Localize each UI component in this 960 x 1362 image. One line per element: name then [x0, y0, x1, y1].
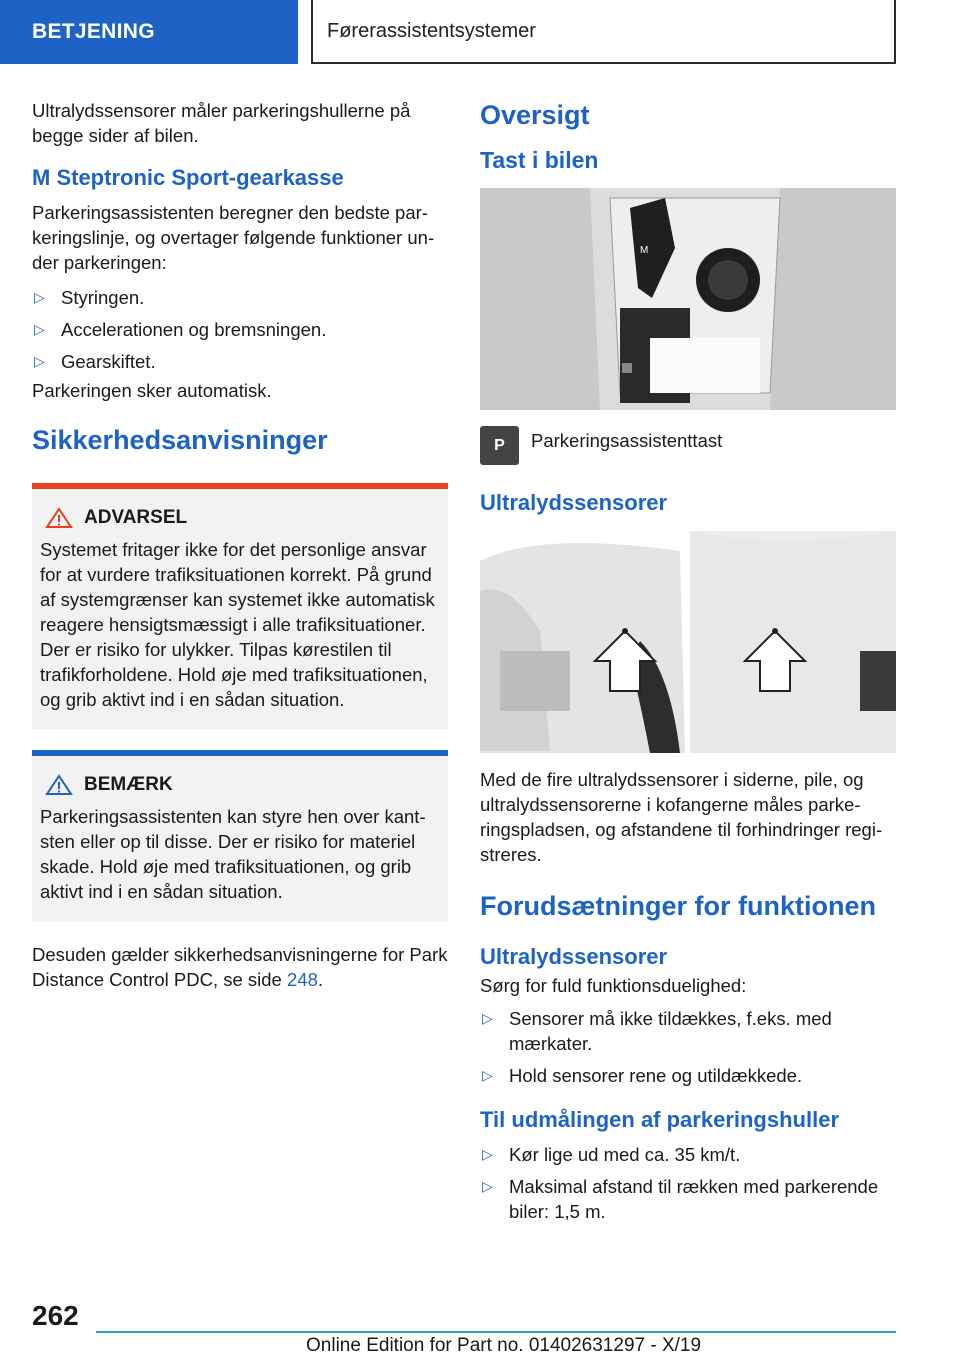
list-item: ▷ Styringen.	[34, 287, 145, 308]
sensor-illustration	[480, 531, 896, 753]
footer-edition: Online Edition for Part no. 01402631297 - X/19	[306, 1335, 702, 1356]
section-label: BETJENING	[32, 20, 155, 43]
page-link[interactable]: 248	[287, 969, 318, 990]
parking-assistant-button-icon: P	[480, 426, 519, 465]
list-item: ▷ Gearskiftet.	[34, 351, 156, 372]
auto-text: Parkeringen sker automatisk.	[32, 380, 272, 401]
steptronic-list	[32, 285, 448, 374]
left-column	[32, 98, 448, 1004]
steptronic-text: Parkeringsassistenten beregner den bedste parkeringslinje, og overtager følgende funktioner under parkeringen:	[32, 202, 435, 273]
triangle-bullet-icon: ▷	[34, 321, 45, 337]
triangle-bullet-icon: ▷	[482, 1178, 493, 1194]
button-caption: Parkeringsassistenttast	[531, 430, 723, 451]
safety-heading: Sikkerhedsanvisninger	[32, 425, 328, 455]
triangle-bullet-icon: ▷	[34, 289, 45, 305]
list-item: ▷ Accelerationen og bremsningen.	[34, 319, 327, 340]
measure-list	[480, 1142, 896, 1224]
button-caption-row	[480, 426, 896, 465]
svg-text:M: M	[640, 245, 649, 256]
list-item: ▷ Sensorer må ikke tildækkes, f.eks. med mærkater.	[482, 1008, 832, 1054]
chapter-label: Førerassistentsystemer	[327, 19, 536, 42]
notice-box	[32, 750, 448, 922]
prereq-list	[480, 1006, 896, 1088]
chapter-header	[311, 0, 896, 64]
triangle-bullet-icon: ▷	[482, 1067, 493, 1083]
section-tab	[0, 0, 298, 64]
notice-triangle-icon	[44, 774, 74, 796]
notice-title: BEMÆRK	[40, 774, 440, 796]
warning-title: ADVARSEL	[40, 507, 440, 529]
steptronic-heading: M Steptronic Sport-gearkasse	[32, 165, 344, 190]
measure-heading: Til udmålingen af parkeringshuller	[480, 1107, 840, 1132]
warning-triangle-icon	[44, 507, 74, 529]
triangle-bullet-icon: ▷	[482, 1146, 493, 1162]
button-heading: Tast i bilen	[480, 147, 599, 173]
warning-box	[32, 483, 448, 730]
notice-text: Parkeringsassistenten kan styre hen over kantsten eller op til disse. Der er risiko for materiel skade. Hold øje med trafiksituationen, og grib aktivt ind i en sådan situation.	[40, 806, 426, 902]
footer-divider	[96, 1331, 896, 1333]
triangle-bullet-icon: ▷	[34, 353, 45, 369]
overview-heading: Oversigt	[480, 100, 590, 130]
sensors-text: Med de fire ultralydssensorer i siderne, pile, og ultralydssensorerne i kofangerne måles parkeringspladsen, og afstandene til forhindringer registreres.	[480, 769, 883, 865]
closing-text: Desuden gælder sikkerhedsanvisningerne for Park Distance Control PDC, se side 248.	[32, 944, 448, 990]
prereq-heading: Forudsætninger for funktionen	[480, 891, 876, 921]
prereq-subheading: Ultralydssensorer	[480, 944, 668, 969]
warning-text: Systemet fritager ikke for det personlige ansvar for at vurdere trafiksituationen korrekt. På grund af systemgrænser kan systemet ikke automatisk reagere hensigtsmæssigt i alle trafiksituationer. Der er risiko for ulykker. Tilpas kørestilen til trafikforholdene. Hold øje med trafiksituationen, og grib aktivt ind i en sådan situation.	[40, 539, 435, 710]
list-item: ▷ Hold sensorer rene og utildækkede.	[482, 1065, 803, 1086]
list-item: ▷ Maksimal afstand til rækken med parkerende biler: 1,5 m.	[482, 1176, 879, 1222]
page-number: 262	[32, 1300, 79, 1331]
triangle-bullet-icon: ▷	[482, 1010, 493, 1026]
console-photo	[480, 188, 896, 410]
console-illustration	[480, 188, 896, 410]
intro-text: Ultralydssensorer måler parkeringshullerne på begge sider af bilen.	[32, 100, 411, 146]
sensors-heading: Ultralydssensorer	[480, 490, 668, 515]
right-column	[480, 98, 896, 1232]
sensor-photo	[480, 531, 896, 753]
prereq-text: Sørg for fuld funktionsduelighed:	[480, 975, 747, 996]
list-item: ▷ Kør lige ud med ca. 35 km/t.	[482, 1144, 741, 1165]
